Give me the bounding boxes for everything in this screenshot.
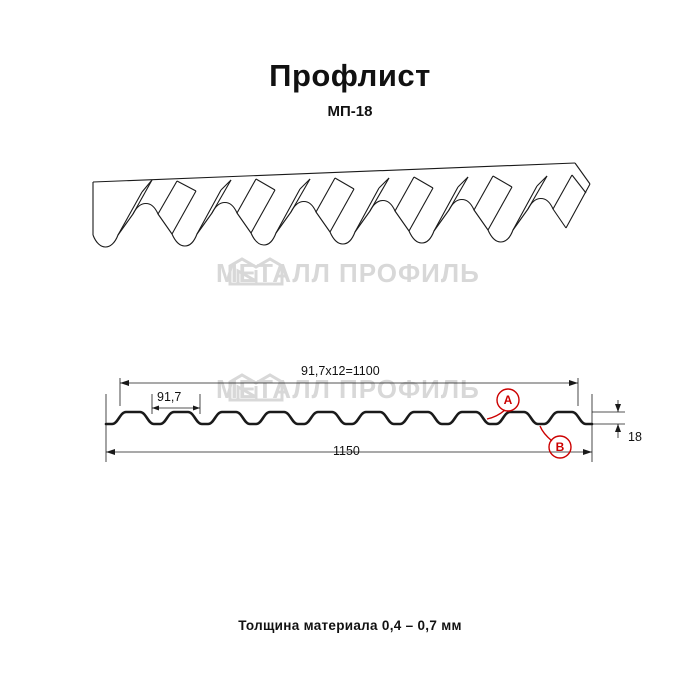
callout-leader-b — [540, 426, 552, 441]
dim-overall-width: 1150 — [333, 444, 360, 458]
isometric-sheet-view — [93, 163, 590, 247]
callout-label-b: B — [555, 440, 565, 454]
material-thickness-note: Толщина материала 0,4 – 0,7 мм — [238, 618, 462, 633]
dim-wave-pitch: 91,7 — [157, 390, 182, 404]
model-label: МП-18 — [327, 103, 373, 120]
callout-label-a: A — [503, 393, 513, 407]
dim-useful-width: 91,7x12=1100 — [301, 364, 380, 378]
cross-section-profile — [106, 412, 592, 424]
watermark-text-bottom: МЕТАЛЛ ПРОФИЛЬ — [216, 374, 480, 404]
watermark-text-top: МЕТАЛЛ ПРОФИЛЬ — [216, 258, 480, 288]
page-title: Профлист — [269, 58, 431, 93]
dim-height: 18 — [628, 430, 642, 444]
